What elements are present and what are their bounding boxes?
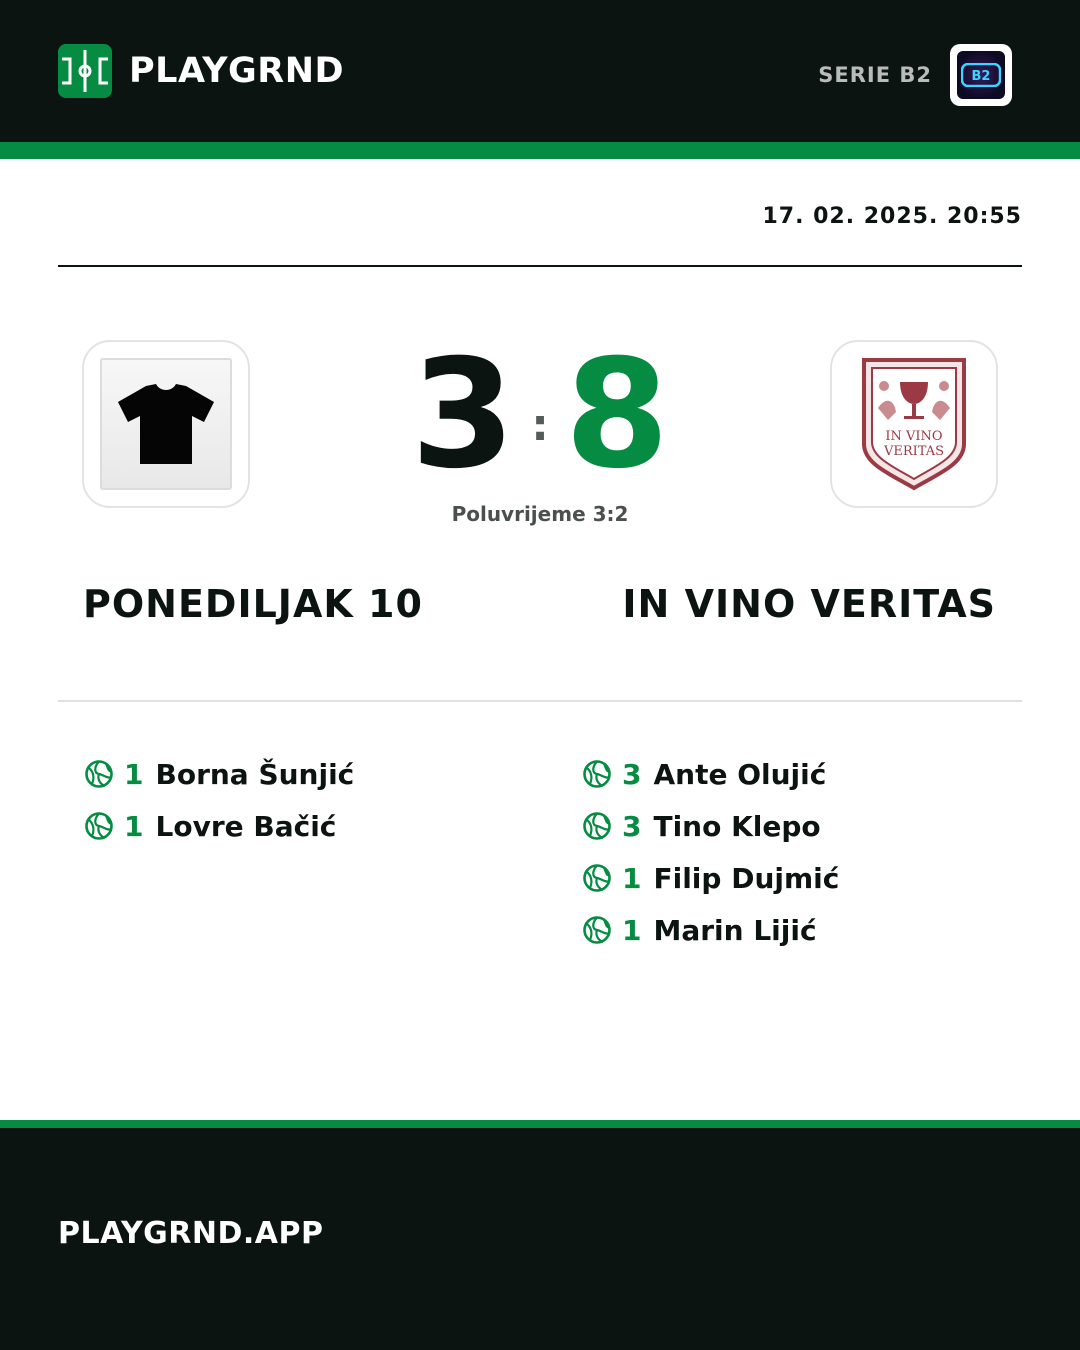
header-stripe (0, 142, 1080, 159)
scorer-item (582, 852, 839, 904)
footer-url-link[interactable]: PLAYGRND.APP (58, 1216, 324, 1251)
away-score: 8 (564, 328, 670, 502)
scorer-item (84, 748, 354, 800)
ball-icon (84, 811, 114, 841)
ball-icon (582, 863, 612, 893)
goal-count: 1 (124, 809, 144, 843)
away-scorers-list (582, 748, 839, 956)
goal-count: 1 (622, 913, 642, 947)
league-badge (950, 44, 1012, 106)
scorer-item (582, 904, 839, 956)
shirt-icon (100, 358, 232, 490)
scorer-name[interactable]: Marin Lijić (653, 913, 817, 947)
scorer-item (582, 748, 839, 800)
league-badge-text: B2 (971, 69, 991, 84)
divider (58, 265, 1022, 267)
goal-count: 1 (124, 757, 144, 791)
scorer-item (582, 800, 839, 852)
ball-icon (582, 759, 612, 789)
pitch-logo-icon (58, 44, 112, 98)
home-scorers-list (84, 748, 354, 852)
crest-icon (858, 356, 970, 492)
away-team-logo[interactable] (830, 340, 998, 508)
ball-icon (582, 915, 612, 945)
league-b2-mark (961, 63, 1001, 87)
divider (58, 700, 1022, 702)
scorer-name[interactable]: Borna Šunjić (155, 757, 355, 791)
crest-text-1: IN VINO (885, 429, 943, 444)
home-team-name[interactable]: PONEDILJAK 10 (83, 582, 423, 626)
scorer-name[interactable]: Filip Dujmić (653, 861, 840, 895)
league-logo-icon (957, 51, 1005, 99)
home-team-logo[interactable] (82, 340, 250, 508)
goal-count: 3 (622, 757, 642, 791)
halftime-score: Poluvrijeme 3:2 (451, 502, 629, 526)
brand[interactable] (58, 44, 344, 98)
brand-name: PLAYGRND (129, 51, 345, 91)
ball-icon (84, 759, 114, 789)
scorer-name[interactable]: Lovre Bačić (155, 809, 337, 843)
scorer-name[interactable]: Ante Olujić (653, 757, 827, 791)
goal-count: 1 (622, 861, 642, 895)
match-datetime: 17. 02. 2025. 20:55 (762, 204, 1022, 229)
league-name: SERIE B2 (818, 63, 932, 87)
scorer-name[interactable]: Tino Klepo (653, 809, 821, 843)
away-team-name[interactable]: IN VINO VERITAS (622, 582, 996, 626)
home-score: 3 (410, 328, 516, 502)
footer-stripe (0, 1120, 1080, 1128)
scoreboard (340, 328, 740, 502)
goal-count: 3 (622, 809, 642, 843)
league[interactable] (818, 44, 1012, 106)
scorer-item (84, 800, 354, 852)
score-separator: : (531, 399, 549, 451)
crest-text-2: VERITAS (883, 444, 945, 459)
ball-icon (582, 811, 612, 841)
